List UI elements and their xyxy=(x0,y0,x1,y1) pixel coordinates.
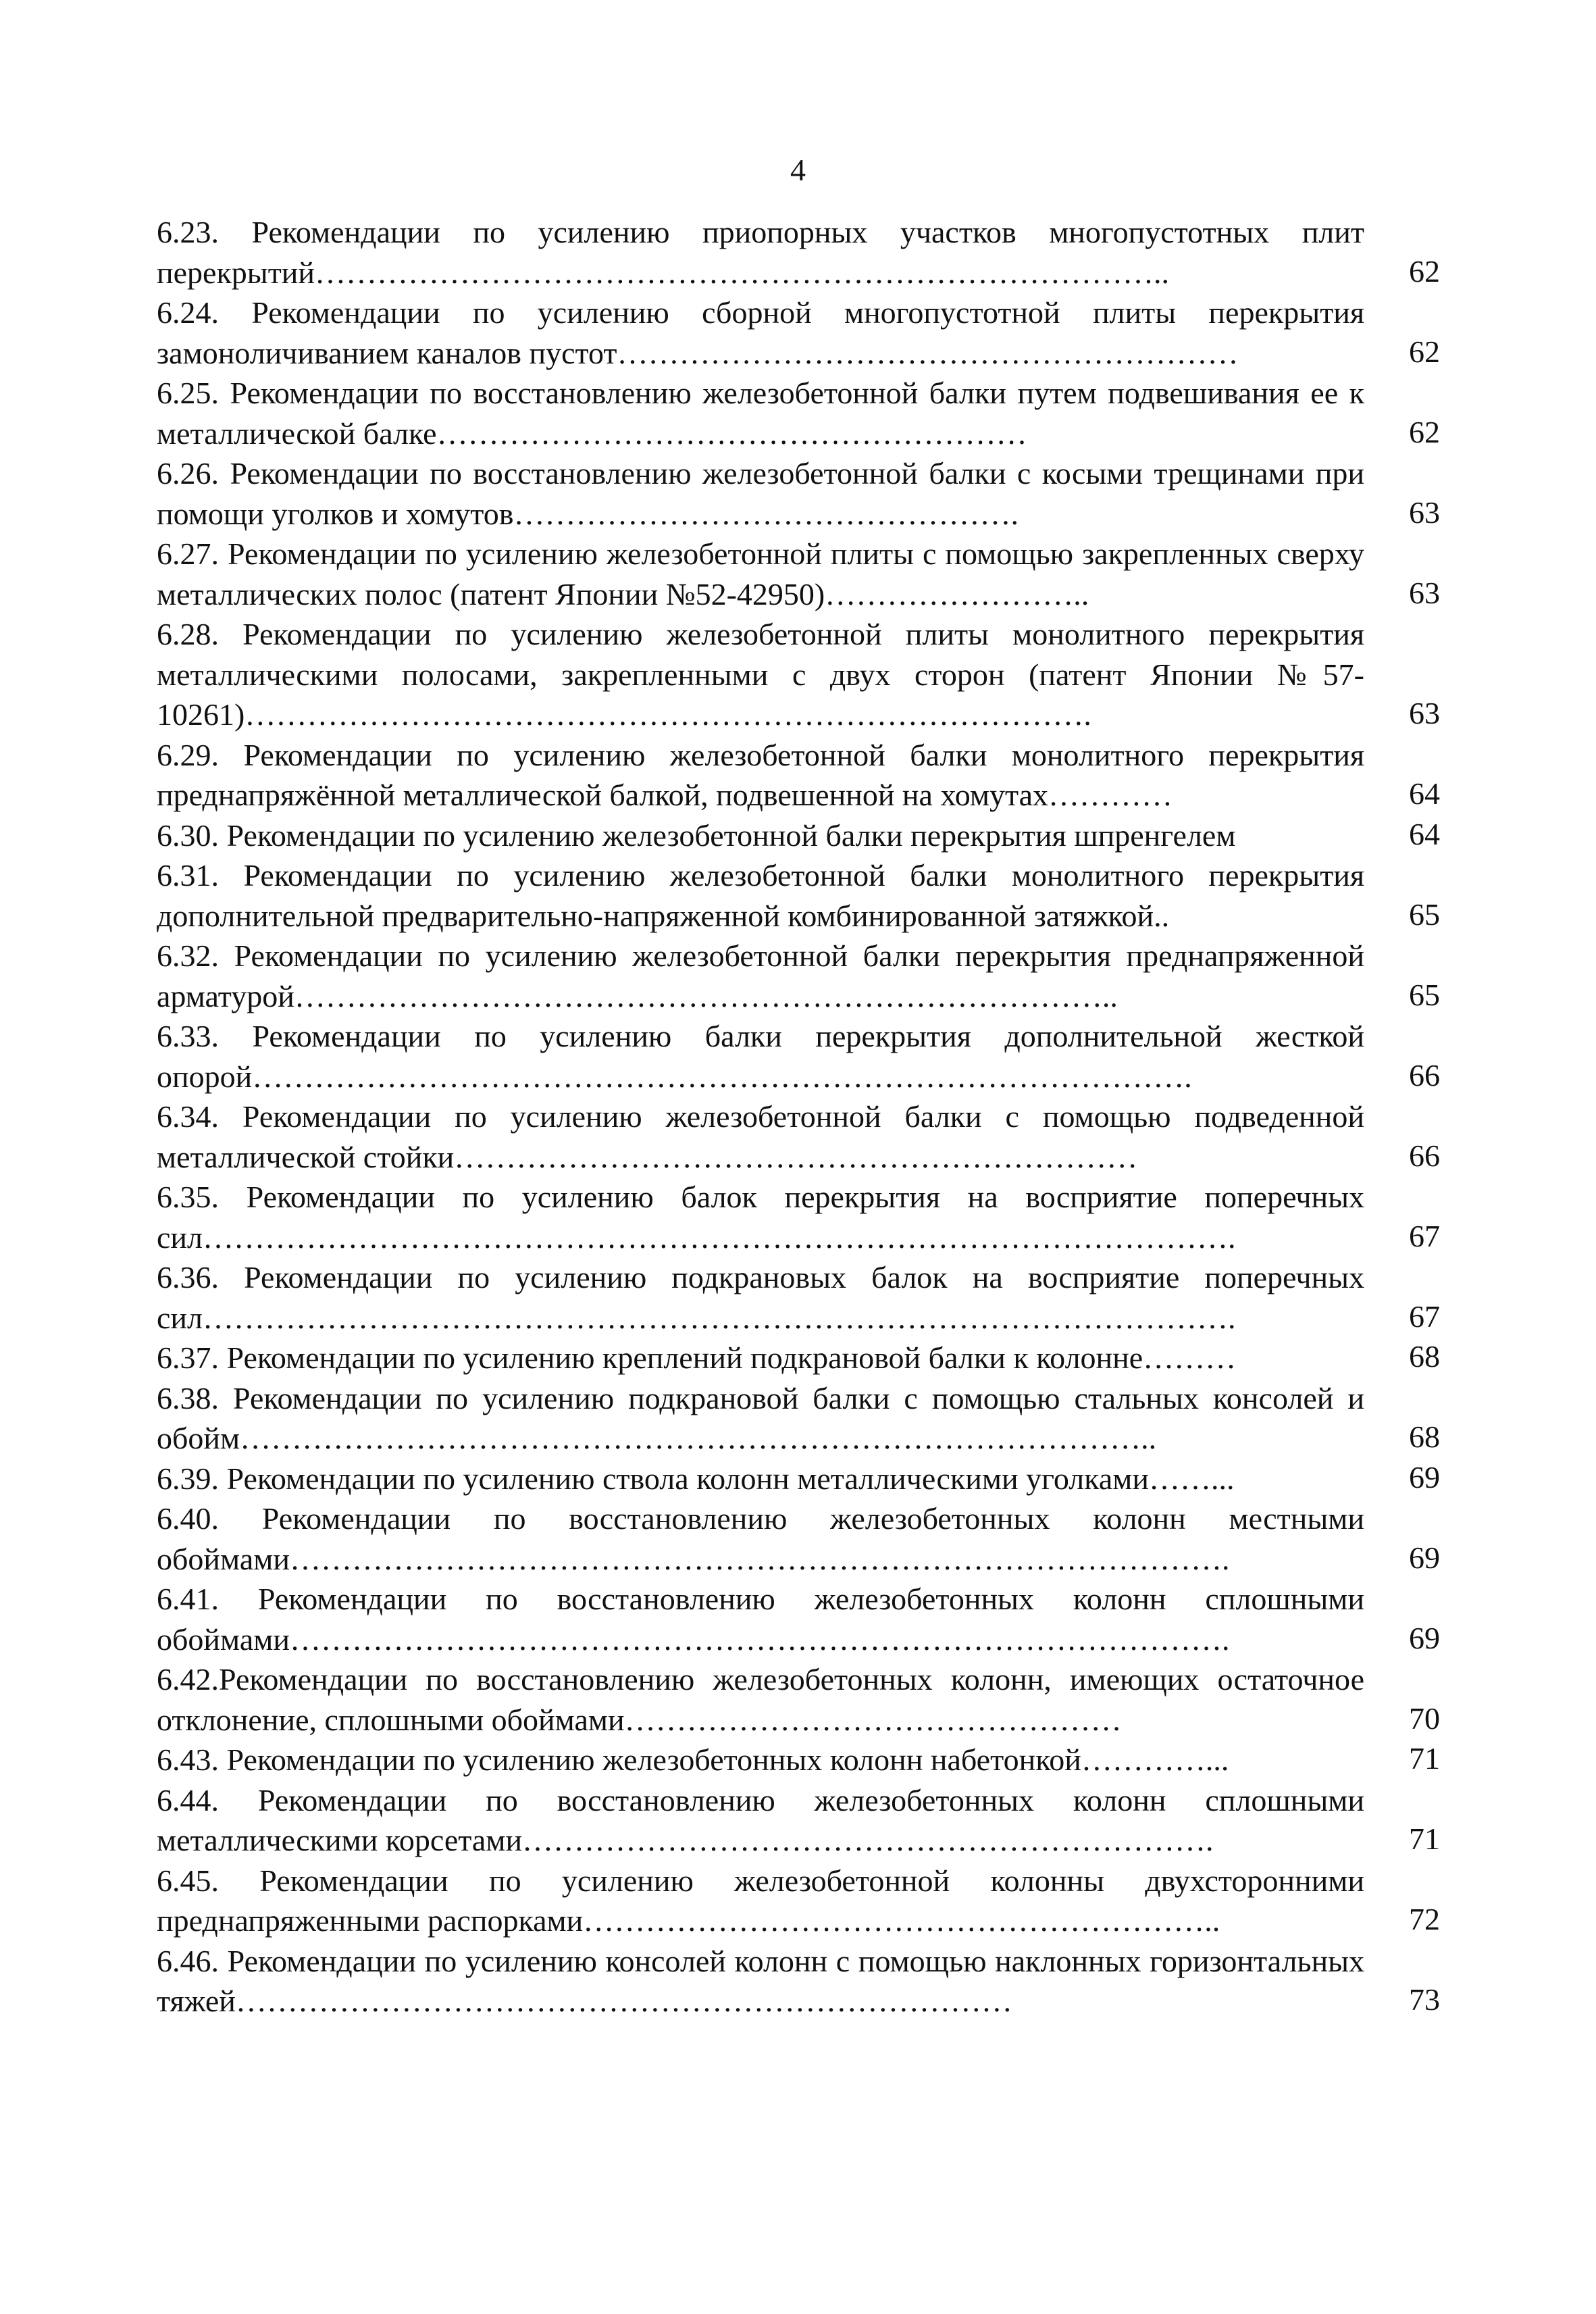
toc-entry-page: 73 xyxy=(1409,1982,1440,2017)
toc-entry-page: 64 xyxy=(1409,816,1440,851)
toc-entry-title: 6.43. Рекомендации по усилению железобетонных колонн набетонкой…………... xyxy=(157,1742,1229,1777)
toc-entry-6-44 xyxy=(157,1780,1460,1861)
toc-entry-title: 6.27. Рекомендации по усилению железобетонной плиты с помощью закрепленных сверху металлических полос (патент Японии №52-42950)…………………….. xyxy=(157,536,1364,611)
toc-entry-page: 63 xyxy=(1409,696,1440,730)
toc-entry-6-38 xyxy=(157,1378,1460,1459)
toc-entry-title: 6.34. Рекомендации по усилению железобетонной балки с помощью подведенной металлической стойки………………………………………………………… xyxy=(157,1099,1364,1174)
toc-entry-title: 6.23. Рекомендации по усилению приопорных участков многопустотных плит перекрытий……………………………………………………………………….. xyxy=(157,215,1364,290)
toc-entry-title: 6.39. Рекомендации по усилению ствола колонн металлическими уголками……... xyxy=(157,1461,1235,1496)
toc-entry-title: 6.30. Рекомендации по усилению железобетонной балки перекрытия шпренгелем xyxy=(157,818,1236,853)
toc-entry-6-27 xyxy=(157,534,1460,614)
toc-entry-title: 6.29. Рекомендации по усилению железобетонной балки монолитного перекрытия преднапряжённой металлической балкой, подвешенной на хомутах………… xyxy=(157,737,1364,812)
toc-entry-title: 6.37. Рекомендации по усилению креплений подкрановой балки к колонне……… xyxy=(157,1340,1237,1375)
toc-entry-title: 6.31. Рекомендации по усилению железобетонной балки монолитного перекрытия дополнительной предварительно-напряженной комбинированной затяжкой.. xyxy=(157,858,1364,933)
toc-entry-title: 6.40. Рекомендации по восстановлению железобетонных колонн местными обоймами………………………………………………………………………………. xyxy=(157,1501,1364,1576)
toc-entry-6-24 xyxy=(157,293,1460,373)
toc-entry-page: 62 xyxy=(1409,414,1440,449)
toc-entry-6-34 xyxy=(157,1097,1460,1177)
toc-entry-page: 69 xyxy=(1409,1620,1440,1655)
toc-entry-page: 68 xyxy=(1409,1419,1440,1454)
toc-entry-page: 65 xyxy=(1409,977,1440,1012)
toc-entry-title: 6.26. Рекомендации по восстановлению железобетонной балки с косыми трещинами при помощи уголков и хомутов…………………………………………. xyxy=(157,456,1364,531)
toc-entry-title: 6.45. Рекомендации по усилению железобетонной колонны двухсторонними преднапряженными распорками…………………………………………………….. xyxy=(157,1863,1364,1938)
page-number: 4 xyxy=(790,153,806,187)
toc-entry-page: 67 xyxy=(1409,1299,1440,1334)
toc-entry-page: 69 xyxy=(1409,1540,1440,1575)
toc-entry-page: 63 xyxy=(1409,575,1440,610)
toc-entry-page: 62 xyxy=(1409,253,1440,288)
toc-entry-title: 6.25. Рекомендации по восстановлению железобетонной балки путем подвешивания ее к металлической балке………………………………………………… xyxy=(157,376,1364,451)
toc-entry-6-25 xyxy=(157,373,1460,453)
toc-entry-6-43 xyxy=(157,1740,1460,1780)
toc-entry-page: 71 xyxy=(1409,1821,1440,1856)
toc-entry-title: 6.36. Рекомендации по усилению подкрановых балок на восприятие поперечных сил………………………………………………………………………………………. xyxy=(157,1260,1364,1335)
table-of-contents xyxy=(157,212,1460,2021)
toc-entry-page: 67 xyxy=(1409,1218,1440,1253)
toc-entry-6-32 xyxy=(157,936,1460,1016)
toc-entry-title: 6.38. Рекомендации по усилению подкрановой балки с помощью стальных консолей и обойм…………………………………………………………………………….. xyxy=(157,1380,1364,1455)
toc-entry-page: 71 xyxy=(1409,1741,1440,1776)
toc-entry-page: 72 xyxy=(1409,1902,1440,1936)
toc-entry-page: 62 xyxy=(1409,334,1440,369)
toc-entry-6-41 xyxy=(157,1579,1460,1659)
toc-entry-6-45 xyxy=(157,1861,1460,1941)
toc-entry-6-26 xyxy=(157,453,1460,534)
toc-entry-page: 64 xyxy=(1409,776,1440,811)
toc-entry-6-30 xyxy=(157,815,1460,856)
toc-entry-6-28 xyxy=(157,614,1460,735)
toc-entry-6-23 xyxy=(157,212,1460,293)
toc-entry-6-29 xyxy=(157,735,1460,815)
toc-entry-page: 69 xyxy=(1409,1459,1440,1494)
toc-entry-title: 6.46. Рекомендации по усилению консолей колонн с помощью наклонных горизонтальных тяжей………………………………………………………………… xyxy=(157,1943,1364,2018)
toc-entry-6-39 xyxy=(157,1459,1460,1499)
toc-entry-page: 63 xyxy=(1409,495,1440,530)
toc-entry-page: 66 xyxy=(1409,1057,1440,1092)
toc-entry-title: 6.42.Рекомендации по восстановлению железобетонных колонн, имеющих остаточное отклонение, сплошными обоймами………………………………………… xyxy=(157,1662,1364,1737)
toc-entry-title: 6.35. Рекомендации по усилению балок перекрытия на восприятие поперечных сил………………………………………………………………………………………. xyxy=(157,1180,1364,1255)
toc-entry-title: 6.24. Рекомендации по усилению сборной многопустотной плиты перекрытия замоноличиванием каналов пустот…………………………………………………… xyxy=(157,295,1364,370)
toc-entry-page: 65 xyxy=(1409,897,1440,932)
toc-entry-title: 6.44. Рекомендации по восстановлению железобетонных колонн сплошными металлическими корсетами…………………………………………………………. xyxy=(157,1782,1364,1857)
toc-entry-page: 70 xyxy=(1409,1701,1440,1736)
toc-entry-page: 68 xyxy=(1409,1339,1440,1374)
toc-entry-6-36 xyxy=(157,1257,1460,1338)
toc-entry-6-40 xyxy=(157,1499,1460,1579)
toc-entry-6-37 xyxy=(157,1338,1460,1378)
toc-entry-6-33 xyxy=(157,1016,1460,1097)
toc-entry-title: 6.41. Рекомендации по восстановлению железобетонных колонн сплошными обоймами………………………………………………………………………………. xyxy=(157,1582,1364,1657)
toc-entry-title: 6.32. Рекомендации по усилению железобетонной балки перекрытия преднапряженной арматурой…………………………………………………………………….. xyxy=(157,938,1364,1013)
toc-entry-page: 66 xyxy=(1409,1138,1440,1173)
toc-entry-title: 6.33. Рекомендации по усилению балки перекрытия дополнительной жесткой опорой………………………………………………………………………………. xyxy=(157,1019,1364,1094)
toc-entry-title: 6.28. Рекомендации по усилению железобетонной плиты монолитного перекрытия металлическими полосами, закрепленными с двух сторон (патент Японии №57-10261)………………………………………………………………………. xyxy=(157,617,1364,732)
toc-entry-6-31 xyxy=(157,855,1460,936)
toc-entry-6-35 xyxy=(157,1177,1460,1257)
toc-entry-6-42 xyxy=(157,1659,1460,1740)
toc-entry-6-46 xyxy=(157,1941,1460,2021)
